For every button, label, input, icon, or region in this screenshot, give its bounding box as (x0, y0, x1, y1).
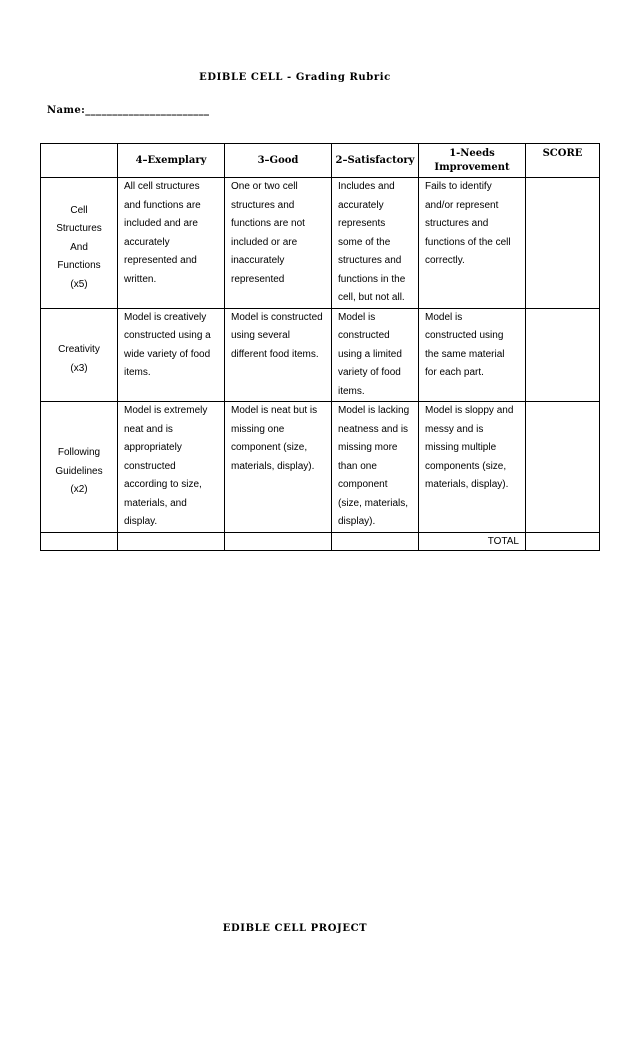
text-line: neatness and is (338, 423, 409, 435)
text-line: display. (124, 516, 158, 527)
name-field-label: Name:_______________________ (47, 105, 210, 116)
good-cell (225, 402, 332, 533)
descriptor-text (338, 309, 414, 402)
text-line: materials, and (124, 497, 187, 509)
text-line: Model is creatively (124, 311, 207, 323)
text-line: constructed (338, 330, 390, 341)
text-line: Model is sloppy and (425, 405, 514, 416)
text-line: component (338, 479, 388, 490)
text-line: display). (338, 516, 376, 527)
good-cell (225, 178, 332, 309)
table-row (41, 308, 600, 402)
text-line: accurately (124, 236, 170, 248)
criterion-cell (41, 402, 118, 533)
text-line: wide variety of food (124, 348, 211, 360)
text-line: according to size, (124, 479, 202, 490)
text-line: represented (231, 273, 285, 285)
text-line: (size, materials, (338, 497, 409, 509)
empty-cell (118, 532, 225, 550)
text-line: missing one (231, 423, 285, 435)
text-line: materials, display). (231, 460, 315, 472)
text-line: and/or represent (425, 199, 499, 211)
text-line: Guidelines (55, 465, 103, 477)
text-line: Fails to identify (425, 181, 492, 192)
text-line: some of the (338, 236, 391, 248)
descriptor-text (425, 309, 521, 383)
exemplary-cell (118, 308, 225, 402)
rubric-table (40, 143, 600, 551)
text-line: using a limited (338, 348, 402, 360)
table-row (41, 402, 600, 533)
exemplary-cell (118, 178, 225, 309)
text-line: functions in the (338, 273, 406, 285)
text-line: accurately (338, 199, 384, 211)
text-line: And (70, 241, 88, 253)
text-line: appropriately (124, 442, 182, 453)
text-line: Includes and (338, 181, 395, 192)
exemplary-cell (118, 402, 225, 533)
descriptor-text (124, 309, 220, 383)
text-line: different food items. (231, 348, 319, 360)
needs-improvement-cell (419, 402, 526, 533)
descriptor-text (124, 402, 220, 532)
text-line: Model is neat but is (231, 405, 318, 416)
text-line: constructed (124, 460, 176, 472)
text-line: (x2) (70, 484, 88, 495)
text-line: components (size, (425, 460, 507, 472)
text-line: represented and (124, 255, 197, 266)
empty-cell (332, 532, 419, 550)
text-line: neat and is (124, 423, 173, 435)
text-line: One or two cell (231, 181, 298, 192)
text-line: structures and (425, 218, 489, 229)
satisfactory-cell (332, 178, 419, 309)
total-row (41, 532, 600, 550)
text-line: included or are (231, 236, 298, 248)
text-line: structures and (231, 199, 295, 211)
descriptor-text (124, 178, 220, 289)
score-cell[interactable] (526, 308, 600, 402)
text-line: (x3) (70, 362, 88, 374)
text-line: Creativity (58, 344, 100, 356)
text-line: Structures (56, 223, 102, 234)
text-line: Functions (57, 260, 101, 271)
satisfactory-cell (332, 308, 419, 402)
text-line: materials, display). (425, 479, 509, 490)
descriptor-text (425, 402, 521, 495)
text-line: the same material (425, 348, 505, 360)
descriptor-text (231, 178, 327, 289)
text-line: and functions are (124, 199, 201, 211)
table-row (41, 178, 600, 309)
document-footer: EDIBLE CELL PROJECT (222, 923, 368, 934)
header-good: 3–Good (225, 144, 332, 178)
text-line: constructed using (425, 330, 504, 341)
text-line: missing multiple (425, 442, 497, 453)
text-line: using several (231, 330, 290, 341)
criterion-label (41, 331, 117, 378)
text-line: for each part. (425, 367, 484, 378)
text-line: inaccurately (231, 255, 285, 266)
text-line: Model is constructed (231, 311, 323, 323)
text-line: Model is lacking (338, 405, 410, 416)
score-cell[interactable] (526, 402, 600, 533)
header-score: SCORE (526, 144, 600, 178)
needs-improvement-cell (419, 308, 526, 402)
criterion-cell (41, 308, 118, 402)
empty-cell (225, 532, 332, 550)
text-line: component (size, (231, 442, 308, 453)
header-satisfactory: 2–Satisfactory (332, 144, 419, 178)
text-line: structures and (338, 255, 402, 266)
text-line: constructed using a (124, 330, 211, 341)
text-line: items. (124, 367, 151, 378)
total-score-cell[interactable] (526, 532, 600, 550)
header-needs-improvement: 1-Needs Improvement (419, 144, 526, 178)
text-line: messy and is (425, 423, 484, 435)
text-line: Model is extremely (124, 405, 208, 416)
text-line: Model is (425, 311, 463, 323)
document-title: EDIBLE CELL - Grading Rubric (199, 72, 391, 83)
descriptor-text (338, 402, 414, 532)
table-header-row (41, 144, 600, 178)
criterion-cell (41, 178, 118, 309)
text-line: cell, but not all. (338, 292, 405, 303)
text-line: Following (57, 447, 101, 458)
total-label: TOTAL (419, 532, 526, 550)
text-line: functions of the cell (425, 236, 511, 248)
criterion-label (41, 192, 117, 295)
criterion-label (41, 434, 117, 500)
text-line: All cell structures (124, 181, 200, 192)
text-line: written. (124, 273, 157, 285)
text-line: represents (338, 218, 386, 229)
needs-improvement-cell (419, 178, 526, 309)
text-line: Model is (338, 311, 376, 323)
good-cell (225, 308, 332, 402)
descriptor-text (231, 402, 327, 476)
text-line: functions are not (231, 218, 305, 229)
header-criterion (41, 144, 118, 178)
descriptor-text (231, 309, 327, 365)
text-line: included and are (124, 218, 198, 229)
text-line: items. (338, 385, 365, 397)
text-line: than one (338, 460, 377, 472)
text-line: variety of food (338, 367, 401, 378)
descriptor-text (338, 178, 414, 308)
descriptor-text (425, 178, 521, 271)
header-exemplary: 4–Exemplary (118, 144, 225, 178)
score-cell[interactable] (526, 178, 600, 309)
text-line: correctly. (425, 255, 465, 266)
satisfactory-cell (332, 402, 419, 533)
text-line: Cell (70, 204, 88, 216)
text-line: (x5) (70, 278, 88, 290)
text-line: missing more (338, 442, 398, 453)
empty-cell (41, 532, 118, 550)
